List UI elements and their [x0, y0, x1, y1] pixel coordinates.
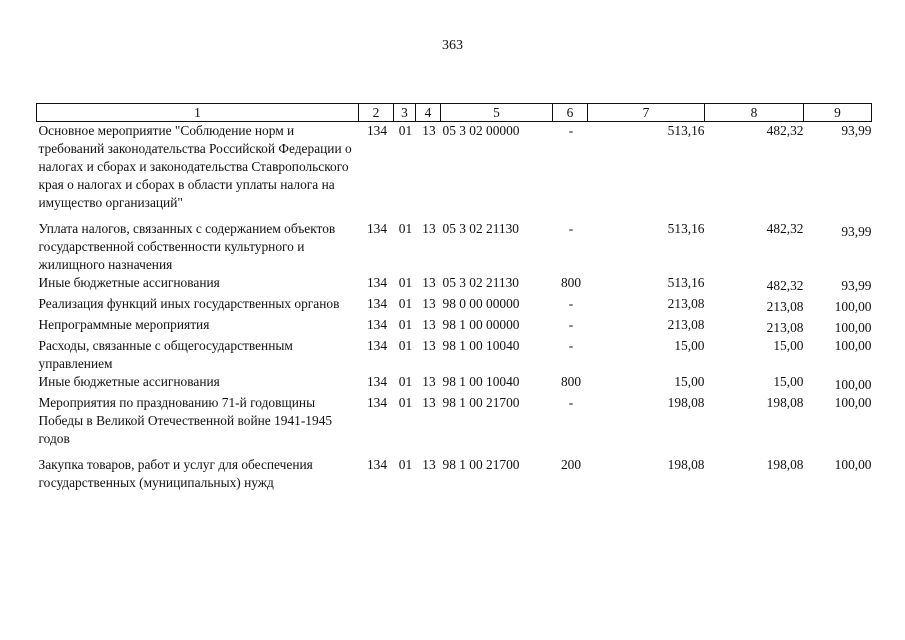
- header-col-6: 6: [553, 104, 588, 122]
- row-expense-type: -: [568, 395, 574, 410]
- row-actual-value: 482,32: [766, 278, 804, 293]
- row-actual: 15,00: [773, 374, 804, 389]
- table-row: [37, 316, 872, 337]
- row-plan: 213,08: [667, 296, 705, 311]
- row-subsection: 13: [422, 296, 436, 311]
- row-grbs: 134: [366, 221, 388, 236]
- row-actual: 482,32: [766, 221, 804, 236]
- row-name: Иные бюджетные ассигнования: [38, 275, 220, 290]
- row-percent: [804, 316, 872, 337]
- row-expense-type: -: [568, 123, 574, 138]
- row-percent: [804, 220, 872, 274]
- row-actual-value: 213,08: [766, 320, 804, 335]
- header-col-8: 8: [705, 104, 804, 122]
- row-actual: 198,08: [766, 457, 804, 472]
- row-grbs: 134: [366, 374, 388, 389]
- row-grbs: 134: [366, 395, 388, 410]
- header-col-1: 1: [37, 104, 359, 122]
- row-subsection: 13: [422, 275, 436, 290]
- row-actual: 482,32: [766, 123, 804, 138]
- row-target-article: 05 3 02 21130: [442, 221, 519, 236]
- row-target-article: 98 1 00 00000: [442, 317, 520, 332]
- row-plan: 15,00: [674, 338, 705, 353]
- table-row: [37, 394, 872, 456]
- row-expense-type: -: [568, 317, 574, 332]
- header-col-4: 4: [416, 104, 441, 122]
- header-col-2: 2: [359, 104, 394, 122]
- row-target-article: 98 1 00 10040: [442, 338, 520, 353]
- row-expense-type: -: [568, 221, 574, 236]
- row-plan: 213,08: [667, 317, 705, 332]
- row-expense-type: 800: [560, 275, 582, 290]
- row-section: 01: [398, 338, 413, 353]
- table-header-row: [37, 104, 872, 122]
- row-percent: [804, 274, 872, 295]
- row-actual: [705, 295, 804, 316]
- row-percent-value: 93,99: [841, 278, 872, 293]
- row-name: Расходы, связанные с общегосударственным управлением: [38, 338, 293, 371]
- row-subsection: 13: [422, 395, 436, 410]
- row-section: 01: [398, 123, 413, 138]
- header-col-3: 3: [394, 104, 416, 122]
- table-row: [37, 295, 872, 316]
- row-subsection: 13: [422, 457, 436, 472]
- page-number: 363: [442, 38, 463, 53]
- row-grbs: 134: [366, 457, 388, 472]
- row-name: Иные бюджетные ассигнования: [38, 374, 220, 389]
- row-section: 01: [398, 296, 413, 311]
- row-target-article: 05 3 02 21130: [442, 275, 519, 290]
- row-name: Основное мероприятие "Соблюдение норм и требований законодательства Российской Федерации о налогах и сборах и законодательства Ставропольского края о налогах и сборах в области уплаты налога на имущество организаций": [38, 123, 352, 210]
- row-percent-value: 93,99: [841, 224, 872, 239]
- header-col-5: 5: [441, 104, 553, 122]
- row-grbs: 134: [366, 296, 388, 311]
- row-name: Уплата налогов, связанных с содержанием объектов государственной собственности культурного и жилищного назначения: [38, 221, 336, 272]
- header-col-7: 7: [588, 104, 705, 122]
- row-section: 01: [398, 275, 413, 290]
- row-name: Мероприятия по празднованию 71-й годовщины Победы в Великой Отечественной войне 1941-1945 годов: [38, 395, 333, 446]
- row-percent-value: 100,00: [834, 377, 872, 392]
- table-row: [37, 274, 872, 295]
- row-name: Реализация функций иных государственных органов: [38, 296, 340, 311]
- row-target-article: 98 1 00 10040: [442, 374, 520, 389]
- row-percent-value: 100,00: [834, 299, 872, 314]
- row-percent: 93,99: [841, 123, 872, 138]
- row-grbs: 134: [366, 123, 388, 138]
- row-plan: 198,08: [667, 395, 705, 410]
- row-section: 01: [398, 221, 413, 236]
- row-percent-value: 100,00: [834, 320, 872, 335]
- table-row: [37, 373, 872, 394]
- table-row: [37, 456, 872, 492]
- row-subsection: 13: [422, 317, 436, 332]
- row-percent: 100,00: [834, 395, 872, 410]
- row-plan: 513,16: [667, 123, 705, 138]
- row-actual: 15,00: [773, 338, 804, 353]
- row-target-article: 98 1 00 21700: [442, 457, 520, 472]
- row-plan: 15,00: [674, 374, 705, 389]
- row-actual: [705, 316, 804, 337]
- table-row: [37, 122, 872, 221]
- row-subsection: 13: [422, 123, 436, 138]
- row-subsection: 13: [422, 374, 436, 389]
- row-expense-type: -: [568, 338, 574, 353]
- budget-table: [36, 103, 872, 492]
- row-expense-type: 200: [560, 457, 582, 472]
- row-actual-value: 213,08: [766, 299, 804, 314]
- table-row: [37, 337, 872, 373]
- row-plan: 198,08: [667, 457, 705, 472]
- row-plan: 513,16: [667, 221, 705, 236]
- row-actual: 198,08: [766, 395, 804, 410]
- row-grbs: 134: [366, 317, 388, 332]
- row-target-article: 98 0 00 00000: [442, 296, 520, 311]
- row-actual: [705, 274, 804, 295]
- header-col-9: 9: [804, 104, 872, 122]
- row-percent: 100,00: [834, 457, 872, 472]
- row-expense-type: -: [568, 296, 574, 311]
- row-plan: 513,16: [667, 275, 705, 290]
- row-section: 01: [398, 457, 413, 472]
- table-row: [37, 220, 872, 274]
- row-grbs: 134: [366, 275, 388, 290]
- row-name: Закупка товаров, работ и услуг для обеспечения государственных (муниципальных) нужд: [38, 457, 313, 490]
- row-grbs: 134: [366, 338, 388, 353]
- row-section: 01: [398, 317, 413, 332]
- row-subsection: 13: [422, 221, 436, 236]
- row-percent: 100,00: [834, 338, 872, 353]
- row-percent: [804, 295, 872, 316]
- row-section: 01: [398, 395, 413, 410]
- row-subsection: 13: [422, 338, 436, 353]
- row-section: 01: [398, 374, 413, 389]
- row-name: Непрограммные мероприятия: [38, 317, 210, 332]
- row-expense-type: 800: [560, 374, 582, 389]
- row-percent: [804, 373, 872, 394]
- row-target-article: 98 1 00 21700: [442, 395, 520, 410]
- row-target-article: 05 3 02 00000: [442, 123, 520, 138]
